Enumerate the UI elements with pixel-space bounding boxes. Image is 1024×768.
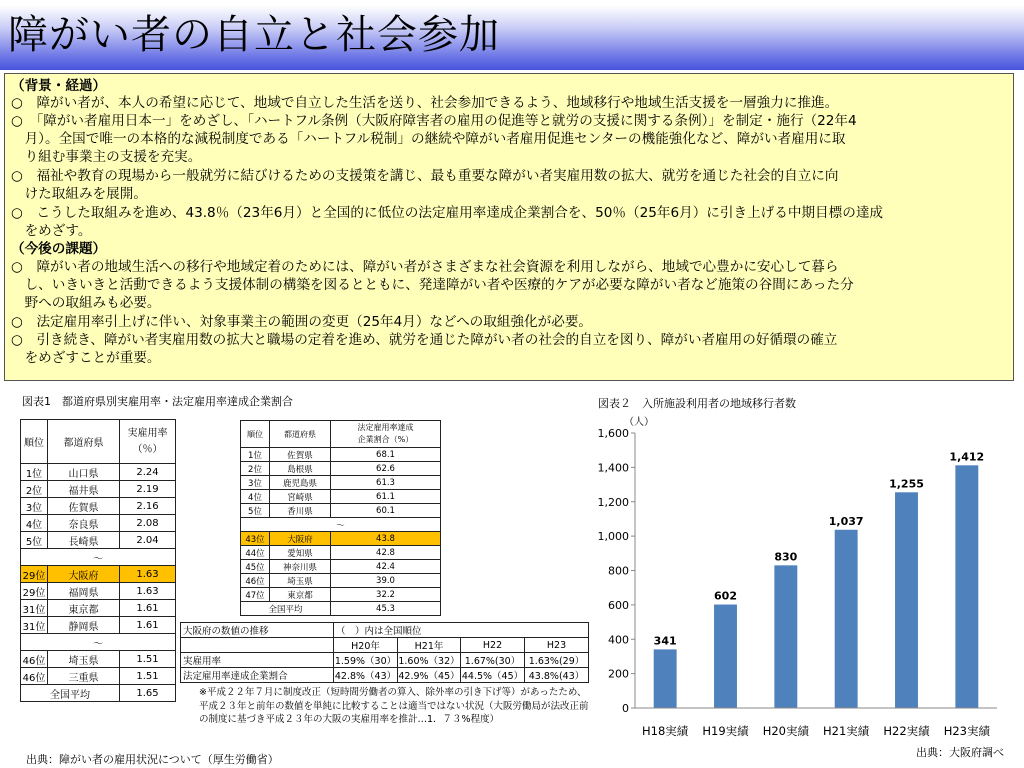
table-row	[21, 668, 176, 685]
value-cell: 2.08	[120, 515, 176, 532]
rank-cell: 45位	[241, 560, 270, 574]
text-line: 月）。全国で唯一の本格的な減税制度である「ハートフル税制」の継続や障がい者雇用促進センターの機能強化など、障がい者雇用に取	[11, 131, 846, 147]
table-row	[181, 668, 589, 683]
x-tick-label: H19実績	[702, 724, 749, 738]
gap-cell: 〜	[21, 549, 176, 566]
table-row	[21, 464, 176, 481]
value-cell: 1.63	[120, 566, 176, 583]
pref-cell: 奈良県	[48, 515, 120, 532]
pref-cell: 愛知県	[270, 546, 331, 560]
rank-cell: 3位	[241, 476, 270, 490]
pref-cell: 山口県	[48, 464, 120, 481]
table-row	[21, 651, 176, 668]
x-tick-label: H21実績	[823, 724, 870, 738]
table-row	[21, 583, 176, 600]
table-row	[241, 490, 441, 504]
pref-cell: 長崎県	[48, 532, 120, 549]
value-cell: 43.8%(43）	[525, 668, 589, 683]
value-cell: 1.51	[120, 668, 176, 685]
x-tick-label: H23実績	[943, 724, 990, 738]
table-row	[21, 600, 176, 617]
text-line: り組む事業主の支援を充実。	[11, 149, 202, 165]
table-row	[21, 498, 176, 515]
text-line: をめざすことが重要。	[11, 350, 161, 366]
bar-value-label: 830	[774, 550, 798, 564]
table-row	[21, 481, 176, 498]
value-cell: 2.19	[120, 481, 176, 498]
value-cell: 1.59%（30）	[334, 653, 398, 668]
value-cell: 1.61	[120, 600, 176, 617]
header-cell	[181, 638, 334, 653]
rank-cell: 43位	[241, 532, 270, 546]
value-cell: 1.65	[120, 685, 176, 702]
value-cell: 44.5%（45）	[461, 668, 525, 683]
pref-cell: 埼玉県	[48, 651, 120, 668]
pref-cell: 静岡県	[48, 617, 120, 634]
osaka-trend-table	[180, 622, 589, 683]
y-tick-label: 1,000	[597, 530, 629, 544]
text-line: ○ 福祉や教育の現場から一般就労に結びけるための支援策を講じ、最も重要な障がい者実雇用数の拡大、就労を通じた社会的自立に向	[11, 168, 839, 184]
value-cell: 45.3	[331, 602, 441, 616]
bar-value-label: 602	[714, 589, 737, 603]
pref-cell: 佐賀県	[270, 448, 331, 462]
text-line: ○ 障がい者が、本人の希望に応じて、地域で自立した生活を送り、社会参加できるよう、地域移行や地域生活支援を一層強力に推進。	[11, 95, 839, 111]
table-row-highlight	[21, 566, 176, 583]
bar	[774, 565, 797, 708]
text-line: ○ 障がい者の地域生活への移行や地域定着のためには、障がい者がさまざまな社会資源を利用しながら、地域で心豊かに安心して暮ら	[11, 259, 839, 275]
text-line: し、いきいきと活動できるよう支援体制の構築を図るとともに、発達障がい者や医療的ケアが必要な障がい者など施策の谷間にあった分	[11, 277, 854, 293]
value-cell: 1.63	[120, 583, 176, 600]
rank-cell: 29位	[21, 583, 48, 600]
value-cell: 62.6	[331, 462, 441, 476]
header-text: 実雇用率	[127, 427, 168, 439]
table-row	[241, 574, 441, 588]
text-line: をめざす。	[11, 223, 92, 239]
x-tick-label: H22実績	[883, 724, 930, 738]
y-tick-label: 600	[608, 598, 629, 612]
gap-cell: 〜	[241, 518, 441, 532]
pref-cell: 神奈川県	[270, 560, 331, 574]
pref-cell: 大阪府	[270, 532, 331, 546]
pref-cell: 福岡県	[48, 583, 120, 600]
rank-cell: 3位	[21, 498, 48, 515]
table-row	[181, 653, 589, 668]
fig2-caption: 図表２ 入所施設利用者の地域移行者数	[598, 397, 796, 410]
value-cell: 68.1	[331, 448, 441, 462]
rank-cell: 5位	[21, 532, 48, 549]
y-tick-label: 200	[608, 667, 629, 681]
pref-cell: 香川県	[270, 504, 331, 518]
text-line: ○ こうした取組みを進め、43.8％（23年6月）と全国的に低位の法定雇用率達成企業割合を、50％（25年6月）に引き上げる中期目標の達成	[11, 205, 884, 221]
pref-cell: 大阪府	[48, 566, 120, 583]
average-label-cell: 全国平均	[241, 602, 331, 616]
table-row	[241, 504, 441, 518]
pref-cell: 三重県	[48, 668, 120, 685]
header-cell: H21年	[398, 638, 461, 653]
pref-cell: 福井県	[48, 481, 120, 498]
table-gap-row	[241, 518, 441, 532]
text-line: ○ 法定雇用率引上げに伴い、対象事業主の範囲の変更（25年4月）などへの取組強化が必要。	[11, 314, 593, 330]
pref-cell: 宮崎県	[270, 490, 331, 504]
bar-value-label: 1,037	[828, 514, 864, 528]
table-average-row	[241, 602, 441, 616]
text-line: 野への取組みも必要。	[11, 295, 161, 311]
value-cell: 61.3	[331, 476, 441, 490]
table-row	[241, 546, 441, 560]
text-line: けた取組みを展開。	[11, 186, 147, 202]
value-cell: 43.8	[331, 532, 441, 546]
gap-cell: 〜	[21, 634, 176, 651]
bar-value-label: 1,255	[889, 477, 924, 491]
value-cell: 2.16	[120, 498, 176, 515]
value-cell: 1.63%(29）	[525, 653, 589, 668]
header-cell: 都道府県	[48, 420, 120, 464]
value-cell: 60.1	[331, 504, 441, 518]
table-header	[181, 638, 589, 653]
value-cell: 42.8	[331, 546, 441, 560]
table-row	[241, 462, 441, 476]
y-tick-label: 800	[608, 564, 629, 578]
table-gap-row	[21, 634, 176, 651]
header-cell	[331, 421, 441, 448]
fig1-source: 出典：障がい者の雇用状況について（厚生労働省）	[26, 753, 279, 766]
rank-cell: 2位	[241, 462, 270, 476]
y-tick-label: 400	[608, 633, 629, 647]
y-tick-label: 1,600	[597, 427, 629, 440]
value-cell: 32.2	[331, 588, 441, 602]
page-title: 障がい者の自立と社会参加	[8, 12, 500, 58]
y-axis-unit: （人）	[624, 417, 654, 428]
header-cell: 順位	[241, 421, 270, 448]
table-row	[241, 448, 441, 462]
bar-value-label: 1,412	[949, 450, 985, 464]
table-row	[241, 588, 441, 602]
row-label-cell: 実雇用率	[181, 653, 334, 668]
table-note-cell: （ ）内は全国順位	[334, 623, 589, 638]
fig1-caption: 図表1 都道府県別実雇用率・法定雇用率達成企業割合	[22, 395, 293, 408]
value-cell: 1.67%(30）	[461, 653, 525, 668]
pref-cell: 東京都	[270, 588, 331, 602]
table-title-cell: 大阪府の数値の推移	[181, 623, 334, 638]
header-cell: 都道府県	[270, 421, 331, 448]
average-label-cell: 全国平均	[21, 685, 120, 702]
value-cell: 2.24	[120, 464, 176, 481]
rank-cell: 46位	[241, 574, 270, 588]
header-cell: H20年	[334, 638, 398, 653]
rank-cell: 31位	[21, 617, 48, 634]
text-line: ○ 「障がい者雇用日本一」をめざし、「ハートフル条例（大阪府障害者の雇用の促進等と就労の支援に関する条例）」を制定・施行（22年4	[11, 113, 857, 129]
y-tick-label: 0	[622, 702, 629, 715]
table-row	[21, 515, 176, 532]
table-gap-row	[21, 549, 176, 566]
table-row	[21, 617, 176, 634]
value-cell: 1.60%（32）	[398, 653, 461, 668]
header-cell: 順位	[21, 420, 48, 464]
header-text: 企業割合（%）	[357, 435, 414, 444]
bar-value-label: 341	[653, 634, 677, 648]
value-cell: 39.0	[331, 574, 441, 588]
value-cell: 61.1	[331, 490, 441, 504]
bar	[835, 530, 858, 708]
header-cell: H22	[461, 638, 525, 653]
rank-cell: 44位	[241, 546, 270, 560]
table-row-highlight	[241, 532, 441, 546]
pref-cell: 東京都	[48, 600, 120, 617]
table-header	[241, 421, 441, 448]
bar	[714, 605, 737, 708]
header-cell	[120, 420, 176, 464]
header-text: （％）	[132, 443, 163, 455]
rank-cell: 46位	[21, 651, 48, 668]
text-line: （背景・経過）	[11, 78, 107, 94]
value-cell: 2.04	[120, 532, 176, 549]
pref-cell: 埼玉県	[270, 574, 331, 588]
rank-cell: 1位	[241, 448, 270, 462]
value-cell: 42.9%（45）	[398, 668, 461, 683]
table-row	[241, 476, 441, 490]
x-tick-label: H20実績	[762, 724, 809, 738]
rank-cell: 47位	[241, 588, 270, 602]
pref-cell: 島根県	[270, 462, 331, 476]
bar	[895, 492, 918, 708]
rank-cell: 4位	[21, 515, 48, 532]
text-line: ○ 引き続き、障がい者実雇用数の拡大と職場の定着を進め、就労を通じた障がい者の社会的自立を図り、障がい者雇用の好循環の確立	[11, 332, 838, 348]
row-label-cell: 法定雇用率達成企業割合	[181, 668, 334, 683]
bar	[654, 649, 677, 708]
table-header	[21, 420, 176, 464]
rank-cell: 2位	[21, 481, 48, 498]
table-footnote: ※平成２２年７月に制度改正（短時間労働者の算入、除外率の引き下げ等）があったため、平成２３年と前年の数値を単純に比較することは適当ではない状況（大阪労働局が法改正前の制度に基づき平成２３年の大阪の実雇用率を推計…1．７３%程度）	[199, 687, 589, 725]
y-axis	[598, 427, 636, 715]
bars	[654, 450, 985, 708]
title-bar	[0, 0, 1024, 70]
rank-cell: 31位	[21, 600, 48, 617]
table-title-row	[181, 623, 589, 638]
header-cell: H23	[525, 638, 589, 653]
value-cell: 42.4	[331, 560, 441, 574]
x-axis	[642, 724, 991, 738]
text-line: （今後の課題）	[11, 241, 107, 257]
table-row	[21, 532, 176, 549]
header-text: 法定雇用率達成	[357, 423, 414, 432]
transition-bar-chart	[580, 410, 1020, 745]
table-row	[241, 560, 441, 574]
value-cell: 1.61	[120, 617, 176, 634]
value-cell: 1.51	[120, 651, 176, 668]
summary-textbox	[4, 73, 1014, 381]
rank-cell: 1位	[21, 464, 48, 481]
pref-employment-rate-table	[20, 419, 176, 702]
rank-cell: 29位	[21, 566, 48, 583]
pref-compliance-rate-table	[240, 420, 441, 616]
bar	[955, 465, 978, 708]
table-average-row	[21, 685, 176, 702]
y-tick-label: 1,400	[597, 461, 629, 475]
rank-cell: 4位	[241, 490, 270, 504]
rank-cell: 5位	[241, 504, 270, 518]
pref-cell: 佐賀県	[48, 498, 120, 515]
x-tick-label: H18実績	[642, 724, 689, 738]
value-cell: 42.8%（43）	[334, 668, 398, 683]
pref-cell: 鹿児島県	[270, 476, 331, 490]
fig2-source: 出典：大阪府調べ	[916, 746, 1004, 759]
y-tick-label: 1,200	[597, 495, 629, 509]
rank-cell: 46位	[21, 668, 48, 685]
